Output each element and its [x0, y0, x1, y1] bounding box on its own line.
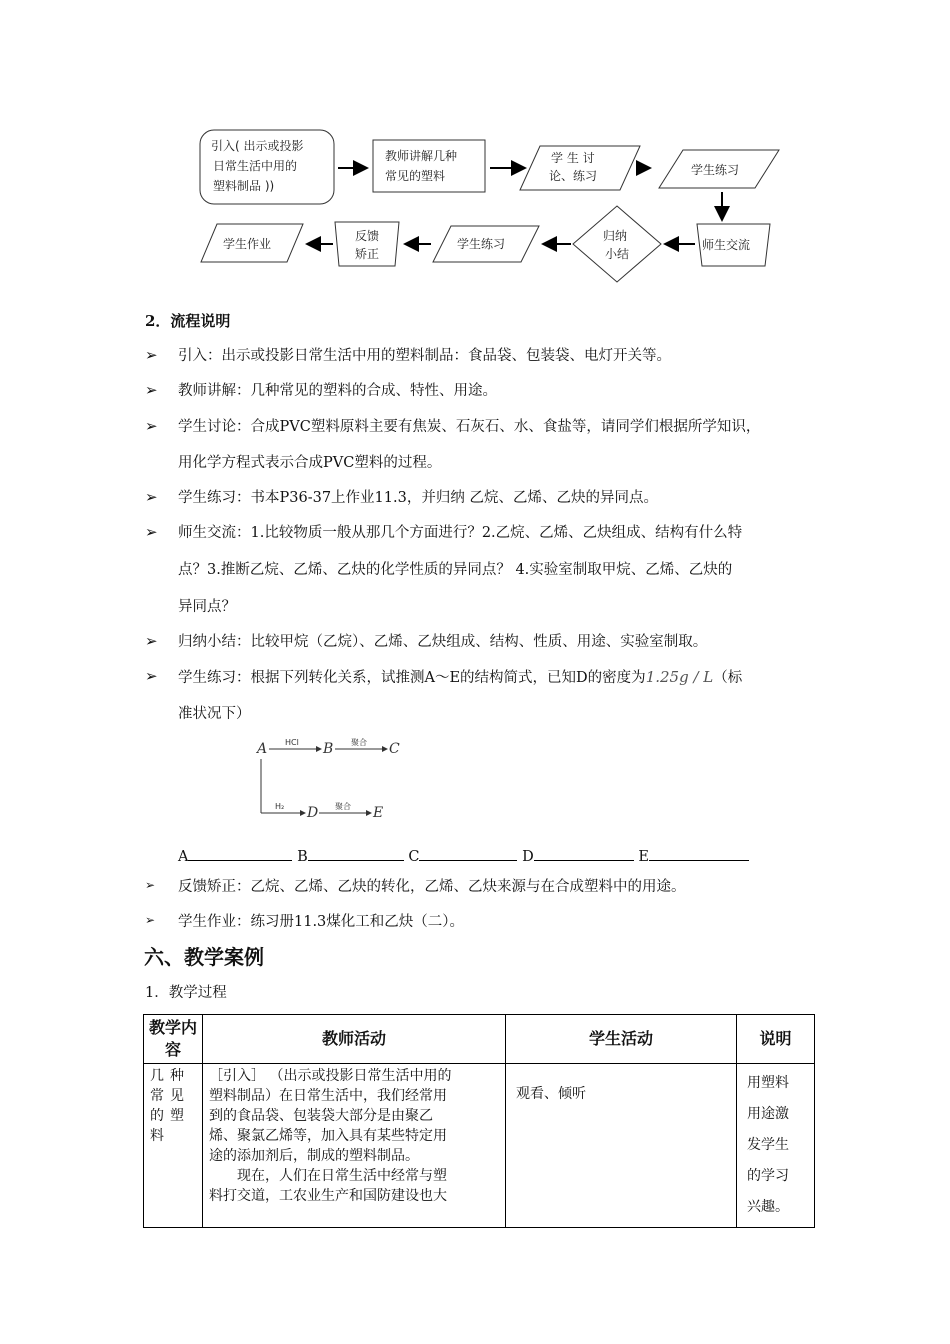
bullet-icon: ➢ — [145, 417, 158, 435]
reagent-polymerize: 聚合 — [351, 738, 367, 747]
teacher-line: ［引入］ （出示或投影日常生活中用的 — [209, 1068, 452, 1084]
flow-text: 师生交流 — [702, 238, 751, 252]
flow-item-practice-2 — [178, 667, 742, 688]
bullet-icon: ➢ — [145, 346, 158, 364]
teacher-line: 到的食品袋、包装袋大部分是由聚乙 — [209, 1108, 433, 1124]
reagent-hcl: HCl — [285, 738, 299, 747]
reaction-diagram — [255, 735, 425, 825]
bullet-icon: ➢ — [145, 488, 158, 506]
flow-item-text: （标 — [713, 670, 743, 686]
flow-item-exchange-cont2: 异同点？ — [178, 599, 236, 615]
blank-line-b[interactable] — [308, 846, 404, 861]
table-header-row — [144, 1015, 815, 1064]
header-note: 说明 — [737, 1015, 815, 1064]
flow-text: 反馈 — [355, 229, 380, 243]
flowchart — [195, 128, 780, 286]
table-row — [144, 1064, 815, 1228]
note-line: 的学习 — [747, 1168, 789, 1184]
reagent-h2: H₂ — [275, 802, 285, 811]
teacher-line: 现在，人们在日常生活中经常与塑 — [237, 1168, 447, 1184]
section-heading: 六、教学案例 — [144, 945, 264, 969]
flow-item-feedback: 反馈矫正：乙烷、乙烯、乙炔的转化，乙烯、乙炔来源与在合成塑料中的用途。 — [178, 879, 686, 895]
flow-text: 学生练习 — [457, 237, 506, 251]
reagent-polymerize: 聚合 — [335, 802, 351, 811]
section-title: 2．流程说明 — [145, 312, 231, 330]
teacher-line: 烯、聚氯乙烯等，加入具有某些特定用 — [209, 1128, 447, 1144]
flow-text: 常见的塑料 — [385, 169, 446, 183]
bullet-icon: ➢ — [145, 913, 156, 927]
flow-text: 学 生 讨 — [551, 151, 595, 165]
compound-e: E — [373, 805, 384, 821]
teacher-line: 料打交道，工农业生产和国防建设也大 — [209, 1188, 447, 1204]
density-value: 1.25g / L — [645, 668, 714, 686]
flow-node-lecture — [373, 140, 485, 192]
bullet-icon: ➢ — [145, 878, 156, 892]
flow-text: 日常生活中用的 — [213, 159, 298, 173]
flow-text: 教师讲解几种 — [385, 149, 458, 163]
note-line: 兴趣。 — [747, 1199, 789, 1215]
blank-label-a: A — [178, 849, 189, 865]
flow-text: 塑料制品 )) — [213, 179, 275, 193]
flow-item-exchange: 师生交流：1.比较物质一般从那几个方面进行？2.乙烷、乙烯、乙炔组成、结构有什么特 — [178, 525, 743, 541]
flow-item-discuss-cont: 用化学方程式表示合成PVC塑料的过程。 — [178, 455, 442, 471]
blank-line-d[interactable] — [534, 846, 634, 861]
note-line: 用途激 — [747, 1106, 789, 1122]
header-student: 学生活动 — [506, 1015, 737, 1064]
blank-label-d: D — [522, 849, 534, 865]
teacher-line: 塑料制品）在日常生活中，我们经常用 — [209, 1088, 447, 1104]
bullet-icon: ➢ — [145, 632, 158, 650]
blank-label-b: B — [297, 849, 308, 865]
bullet-icon: ➢ — [145, 667, 158, 685]
flow-text: 学生练习 — [691, 163, 740, 177]
note-line: 用塑料 — [747, 1075, 789, 1091]
cell-teacher — [203, 1064, 506, 1228]
compound-d: D — [307, 805, 319, 821]
flow-text: 小结 — [605, 247, 630, 261]
flow-text: 引入( 出示或投影 — [211, 139, 304, 153]
compound-c: C — [389, 741, 400, 757]
blank-label-c: C — [408, 849, 420, 865]
note-line: 发学生 — [747, 1137, 789, 1153]
blank-line-a[interactable] — [188, 846, 292, 861]
blank-label-e: E — [638, 849, 649, 865]
cell-note — [737, 1064, 815, 1228]
blank-line-e[interactable] — [649, 846, 749, 861]
flow-node-summary — [573, 206, 661, 282]
flow-item-exchange-cont: 点？3.推断乙烷、乙烯、乙炔的化学性质的异同点？ 4.实验室制取甲烷、乙烯、乙炔的 — [178, 562, 733, 578]
header-content: 教学内容 — [144, 1015, 203, 1064]
header-teacher: 教师活动 — [203, 1015, 506, 1064]
flow-item-practice: 学生练习：书本P36-37上作业11.3，并归纳 乙烷、乙烯、乙炔的异同点。 — [178, 490, 658, 506]
teacher-line: 途的添加剂后，制成的塑料制品。 — [209, 1148, 419, 1164]
flow-item-discuss: 学生讨论：合成PVC塑料原料主要有焦炭、石灰石、水、食盐等，请同学们根据所学知识， — [178, 419, 761, 435]
flow-item-practice-2-cont: 准状况下） — [178, 706, 251, 722]
flow-text: 论、练习 — [549, 169, 598, 183]
flow-item-lecture: 教师讲解：几种常见的塑料的合成、特性、用途。 — [178, 383, 497, 399]
flow-text: 归纳 — [603, 229, 628, 243]
blank-line-c[interactable] — [419, 846, 517, 861]
cell-content: 几种常见的塑料 — [144, 1064, 203, 1228]
subsection-title: 1．教学过程 — [145, 985, 227, 1001]
cell-student: 观看、倾听 — [506, 1064, 737, 1228]
flow-item-intro: 引入：出示或投影日常生活中用的塑料制品：食品袋、包装袋、电灯开关等。 — [178, 348, 671, 364]
flow-item-summary: 归纳小结：比较甲烷（乙烷）、乙烯、乙炔组成、结构、性质、用途、实验室制取。 — [178, 634, 708, 650]
compound-a: A — [257, 741, 268, 757]
bullet-icon: ➢ — [145, 523, 158, 541]
bullet-icon: ➢ — [145, 381, 158, 399]
teaching-process-table — [143, 1014, 815, 1228]
flow-text: 矫正 — [355, 247, 380, 261]
flow-text: 学生作业 — [223, 237, 272, 251]
flow-item-homework: 学生作业：练习册11.3煤化工和乙炔（二）。 — [178, 914, 465, 930]
flow-item-text: 学生练习：根据下列转化关系，试推测A～E的结构简式，已知D的密度为 — [178, 670, 646, 686]
compound-b: B — [323, 741, 334, 757]
answer-blanks — [178, 846, 749, 867]
